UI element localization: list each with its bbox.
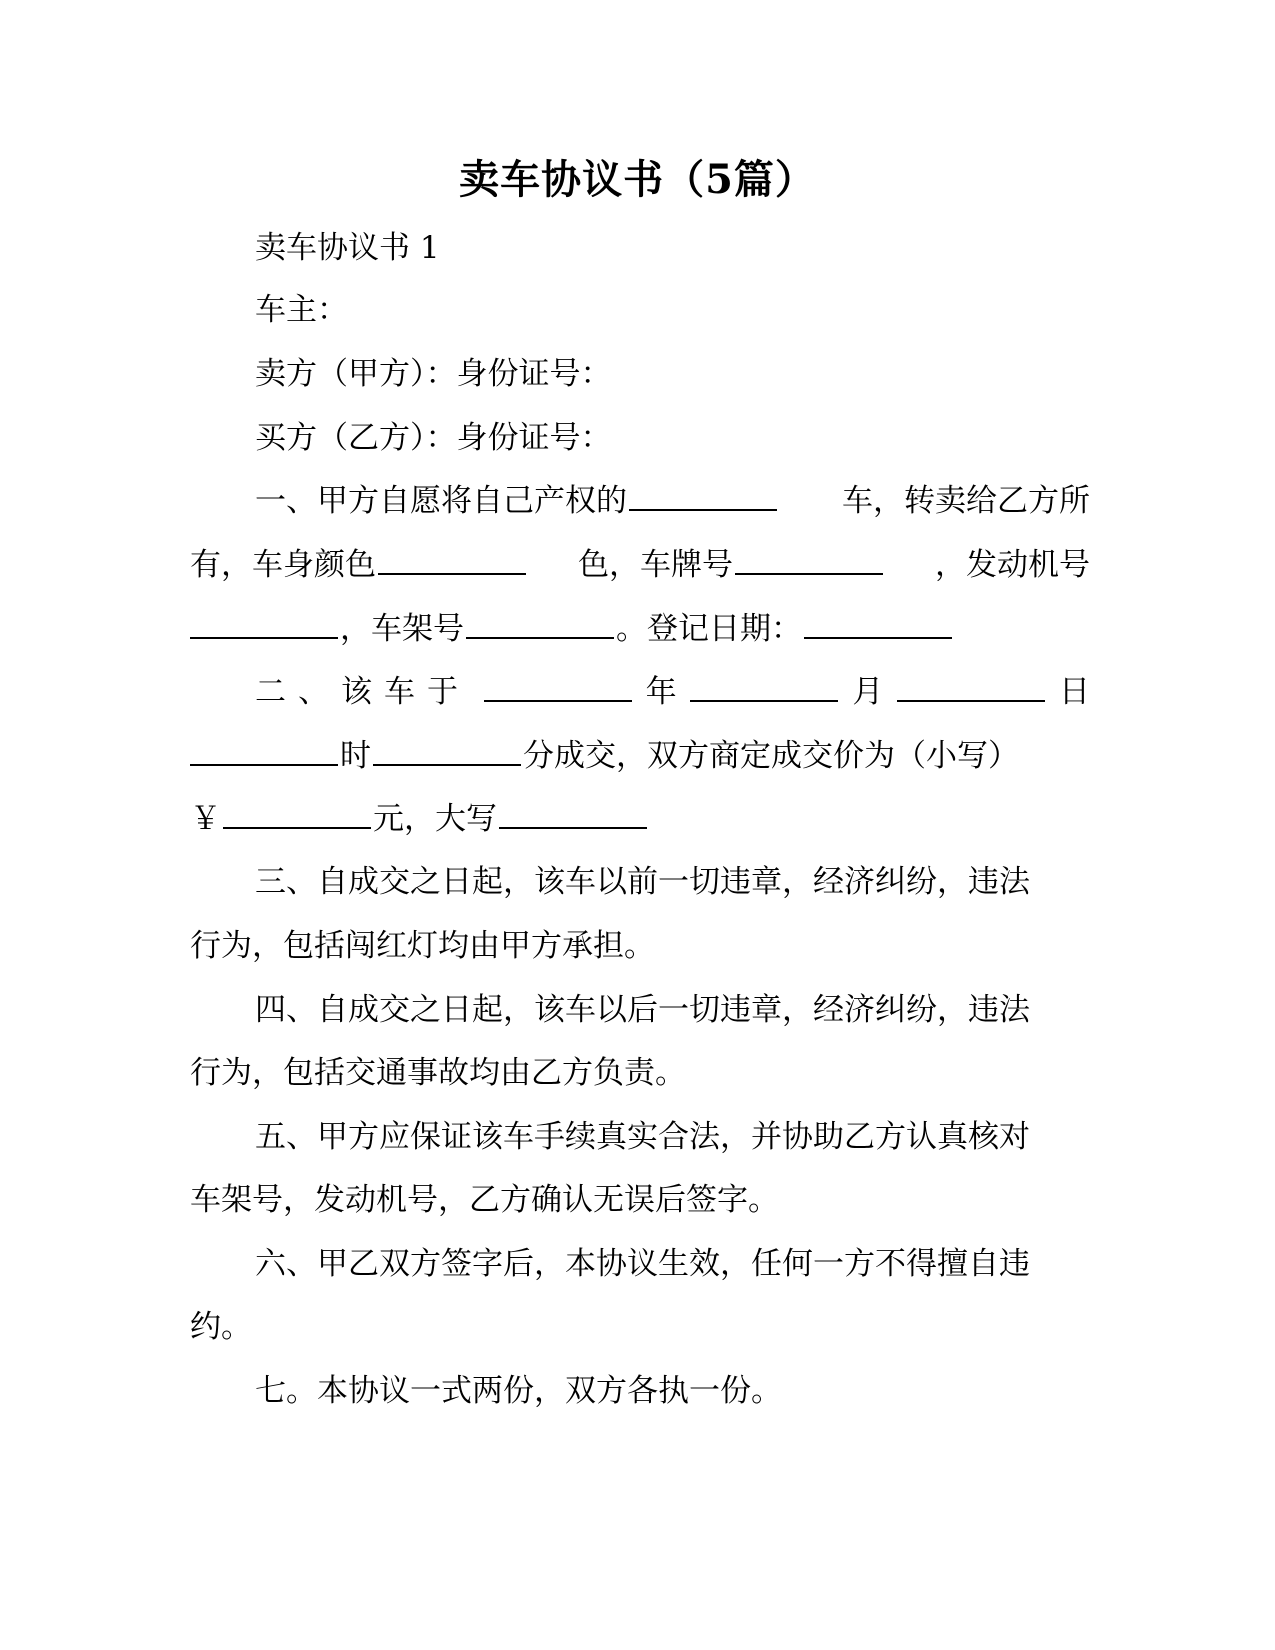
owner-label: 车主： — [255, 292, 348, 328]
seller-label: 卖方（甲方）：身份证号： — [255, 356, 612, 392]
clause1-text: ，发动机号 — [935, 547, 1090, 583]
clause2-line2 — [190, 734, 1019, 778]
clause6-line2: 约。 — [190, 1309, 252, 1345]
blank-price-numeric — [223, 827, 371, 829]
blank-engine-number — [190, 637, 338, 639]
clause6-line1: 六、甲乙双方签字后，本协议生效，任何一方不得擅自违 — [255, 1246, 1030, 1282]
agreement-subtitle: 卖车协议书 1 — [255, 230, 440, 266]
clause2-text: 元，大写 — [373, 801, 497, 837]
clause4-line1: 四、自成交之日起，该车以后一切违章，经济纠纷，违法 — [255, 992, 1030, 1028]
blank-car-model — [629, 509, 777, 511]
clause2-line3 — [190, 797, 649, 841]
blank-price-words — [499, 827, 647, 829]
clause7-line1: 七。本协议一式两份，双方各执一份。 — [255, 1373, 782, 1409]
clause2-text: 月 — [852, 674, 884, 710]
clause5-line1: 五、甲方应保证该车手续真实合法，并协助乙方认真核对 — [255, 1119, 1030, 1155]
blank-hour — [190, 764, 338, 766]
clause1-line3 — [190, 607, 954, 651]
buyer-label: 买方（乙方）：身份证号： — [255, 420, 612, 456]
clause2-text: 分成交，双方商定成交价为（小写） — [523, 738, 1019, 774]
clause2-line1 — [255, 670, 1090, 714]
blank-month — [690, 700, 838, 702]
clause1-text: 色，车牌号 — [578, 547, 733, 583]
clause1-text: 一、甲方自愿将自己产权的 — [255, 483, 627, 519]
clause1-text: ，车架号 — [340, 611, 464, 647]
blank-year — [484, 700, 632, 702]
clause4-line2: 行为，包括交通事故均由乙方负责。 — [190, 1055, 686, 1091]
clause1-line1 — [255, 479, 1090, 523]
blank-plate-number — [735, 573, 883, 575]
clause2-text: 日 — [1058, 674, 1090, 710]
document-title: 卖车协议书（5篇） — [459, 156, 816, 203]
clause2-text: 时 — [340, 738, 371, 774]
blank-frame-number — [466, 637, 614, 639]
currency-symbol: ￥ — [190, 801, 221, 837]
clause1-text: 有，车身颜色 — [190, 547, 376, 583]
clause3-line1: 三、自成交之日起，该车以前一切违章，经济纠纷，违法 — [255, 864, 1030, 900]
clause1-text: 。登记日期： — [616, 611, 802, 647]
blank-registration-date — [804, 637, 952, 639]
clause3-line2: 行为，包括闯红灯均由甲方承担。 — [190, 928, 655, 964]
clause1-line2 — [190, 543, 1090, 587]
blank-minute — [373, 764, 521, 766]
blank-day — [897, 700, 1045, 702]
clause2-text: 二、该车于 — [255, 674, 470, 710]
clause2-text: 年 — [645, 674, 677, 710]
blank-car-color — [378, 573, 526, 575]
clause1-text: 车，转卖给乙方所 — [842, 483, 1090, 519]
clause5-line2: 车架号，发动机号，乙方确认无误后签字。 — [190, 1182, 779, 1218]
